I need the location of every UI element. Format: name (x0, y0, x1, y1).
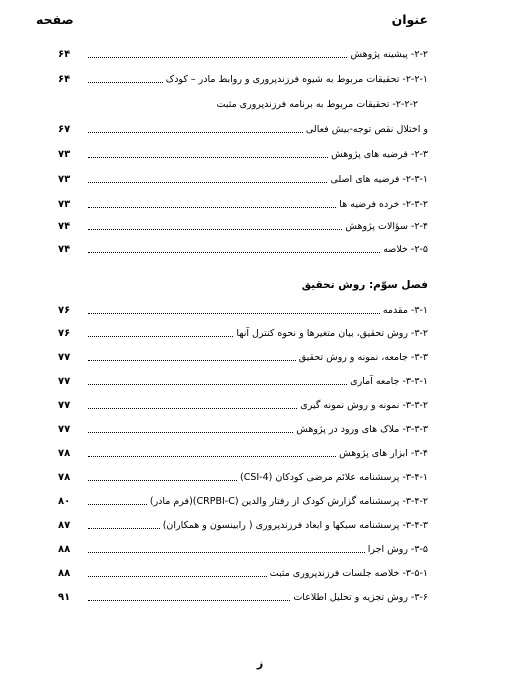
dot-leader (88, 251, 380, 253)
dot-leader (88, 156, 328, 158)
toc-entry-title: ۳-۵-۱- خلاصه جلسات فرزندپروری مثبت (269, 568, 428, 579)
toc-entry[interactable] (58, 442, 428, 460)
toc-entry[interactable] (58, 93, 418, 111)
dot-leader (88, 527, 160, 529)
toc-entry[interactable] (58, 168, 428, 186)
toc-entry-page: ۸۸ (58, 568, 71, 579)
toc-entry-title: ۳-۳-۳- ملاک های ورود در پژوهش (296, 424, 428, 435)
toc-entry[interactable] (58, 562, 428, 580)
toc-entry[interactable] (58, 394, 428, 412)
toc-entry-title: ۳-۵- روش اجرا (367, 544, 428, 555)
chapter-heading: فصل سوّم: روش تحقیق (301, 279, 428, 291)
toc-entry-page: ۶۴ (58, 74, 71, 85)
toc-entry[interactable] (58, 43, 428, 61)
toc-entry-title: ۳-۴-۲- پرسشنامه گزارش کودک از رفتار والدین (CRPBI-C)(فرم مادر) (149, 496, 428, 507)
dot-leader (88, 107, 214, 108)
toc-entry-page: ۶۴ (58, 49, 71, 60)
toc-entry-page: ۷۷ (58, 352, 71, 363)
toc-entry-page: ۸۷ (58, 520, 71, 531)
toc-entry-title: ۲-۵- خلاصه (383, 244, 428, 255)
dot-leader (88, 335, 233, 337)
toc-entry-title: ۳-۳- جامعه، نمونه و روش تحقیق (298, 352, 428, 363)
toc-entry-title: ۲-۲-۱- تحقیقات مربوط به شیوه فرزندپروری و روابط مادر – کودک (165, 74, 428, 85)
toc-entry[interactable] (58, 215, 428, 233)
toc-entry-page: ۷۴ (58, 244, 71, 255)
toc-entry[interactable] (58, 238, 428, 256)
toc-entry-page: ۷۳ (58, 174, 71, 185)
toc-entry-page: ۸۸ (58, 544, 71, 555)
dot-leader (88, 479, 237, 481)
dot-leader (88, 575, 267, 577)
toc-entry-title: ۳-۲- روش تحقیق، بیان متغیرها و نحوه کنترل آنها (236, 328, 428, 339)
dot-leader (88, 551, 365, 553)
toc-entry[interactable] (58, 370, 428, 388)
toc-entry-page: ۸۰ (58, 496, 71, 507)
toc-entry[interactable] (58, 322, 428, 340)
toc-entry-title: ۲-۳- فرضیه های پژوهش (331, 149, 428, 160)
toc-entry[interactable] (58, 299, 428, 317)
dot-leader (88, 359, 296, 361)
dot-leader (88, 503, 147, 505)
dot-leader (88, 455, 336, 457)
toc-entry-page: ۷۷ (58, 424, 71, 435)
toc-entry-title: ۲-۴- سؤالات پژوهش (345, 221, 428, 232)
toc-entry-title: ۳-۳-۱- جامعه آماری (350, 376, 428, 387)
toc-entry-title: ۲-۲-۲- تحقیقات مربوط به برنامه فرزندپروری مثبت (216, 99, 418, 110)
toc-entry-title: ۳-۴-۳- پرسشنامه سبکها و ابعاد فرزندپروری ( رابینسون و همکاران) (162, 520, 428, 531)
dot-leader (88, 181, 327, 183)
toc-entry-title: ۳-۴- ابزار های پژوهش (339, 448, 428, 459)
column-header-page: صفحه (36, 12, 74, 27)
dot-leader (88, 56, 347, 58)
toc-entry[interactable] (58, 466, 428, 484)
toc-entry-page: ۷۳ (58, 149, 71, 160)
dot-leader (88, 407, 297, 409)
dot-leader (88, 431, 293, 433)
toc-entry[interactable] (58, 346, 428, 364)
toc-entry-page: ۷۷ (58, 376, 71, 387)
dot-leader (88, 131, 303, 133)
toc-entry[interactable] (58, 68, 428, 86)
toc-entry-title: ۳-۱- مقدمه (382, 305, 428, 316)
toc-entry-page: ۷۸ (58, 448, 71, 459)
page-number-footer: ز (256, 657, 264, 670)
toc-entry-title: ۳-۳-۲- نمونه و روش نمونه گیری (300, 400, 428, 411)
toc-entry[interactable] (58, 586, 428, 604)
dot-leader (88, 599, 290, 601)
toc-entry-title: و اختلال نقص توجه-بیش فعالی (305, 124, 428, 135)
toc-entry-title: ۳-۶- روش تجزیه و تحلیل اطلاعات (293, 592, 428, 603)
toc-entry-page: ۷۳ (58, 199, 71, 210)
column-header-title: عنوان (391, 12, 428, 27)
toc-entry[interactable] (58, 193, 428, 211)
toc-entry[interactable] (58, 418, 428, 436)
dot-leader (88, 206, 336, 208)
toc-entry-page: ۷۸ (58, 472, 71, 483)
dot-leader (88, 228, 342, 230)
toc-entry-page: ۷۶ (58, 328, 71, 339)
toc-entry-title: ۲-۳-۲- خرده فرضیه ها (339, 199, 428, 210)
toc-entry-title: ۲-۲- پیشینه پژوهش (350, 49, 428, 60)
toc-entry-title: ۲-۳-۱- فرضیه های اصلی (330, 174, 428, 185)
toc-entry[interactable] (58, 143, 428, 161)
dot-leader (88, 383, 347, 385)
toc-entry[interactable] (58, 118, 428, 136)
dot-leader (88, 312, 380, 314)
dot-leader (88, 81, 163, 83)
toc-entry-page: ۶۷ (58, 124, 71, 135)
toc-entry[interactable] (58, 514, 428, 532)
toc-entry-page: ۷۷ (58, 400, 71, 411)
toc-entry-page: ۷۶ (58, 305, 71, 316)
toc-entry-page: ۹۱ (58, 592, 71, 603)
toc-entry-title: ۳-۴-۱- پرسشنامه علائم مرضی کودکان (CSI-4) (240, 472, 428, 483)
toc-entry-page: ۷۴ (58, 221, 71, 232)
toc-entry[interactable] (58, 538, 428, 556)
toc-entry[interactable] (58, 490, 428, 508)
